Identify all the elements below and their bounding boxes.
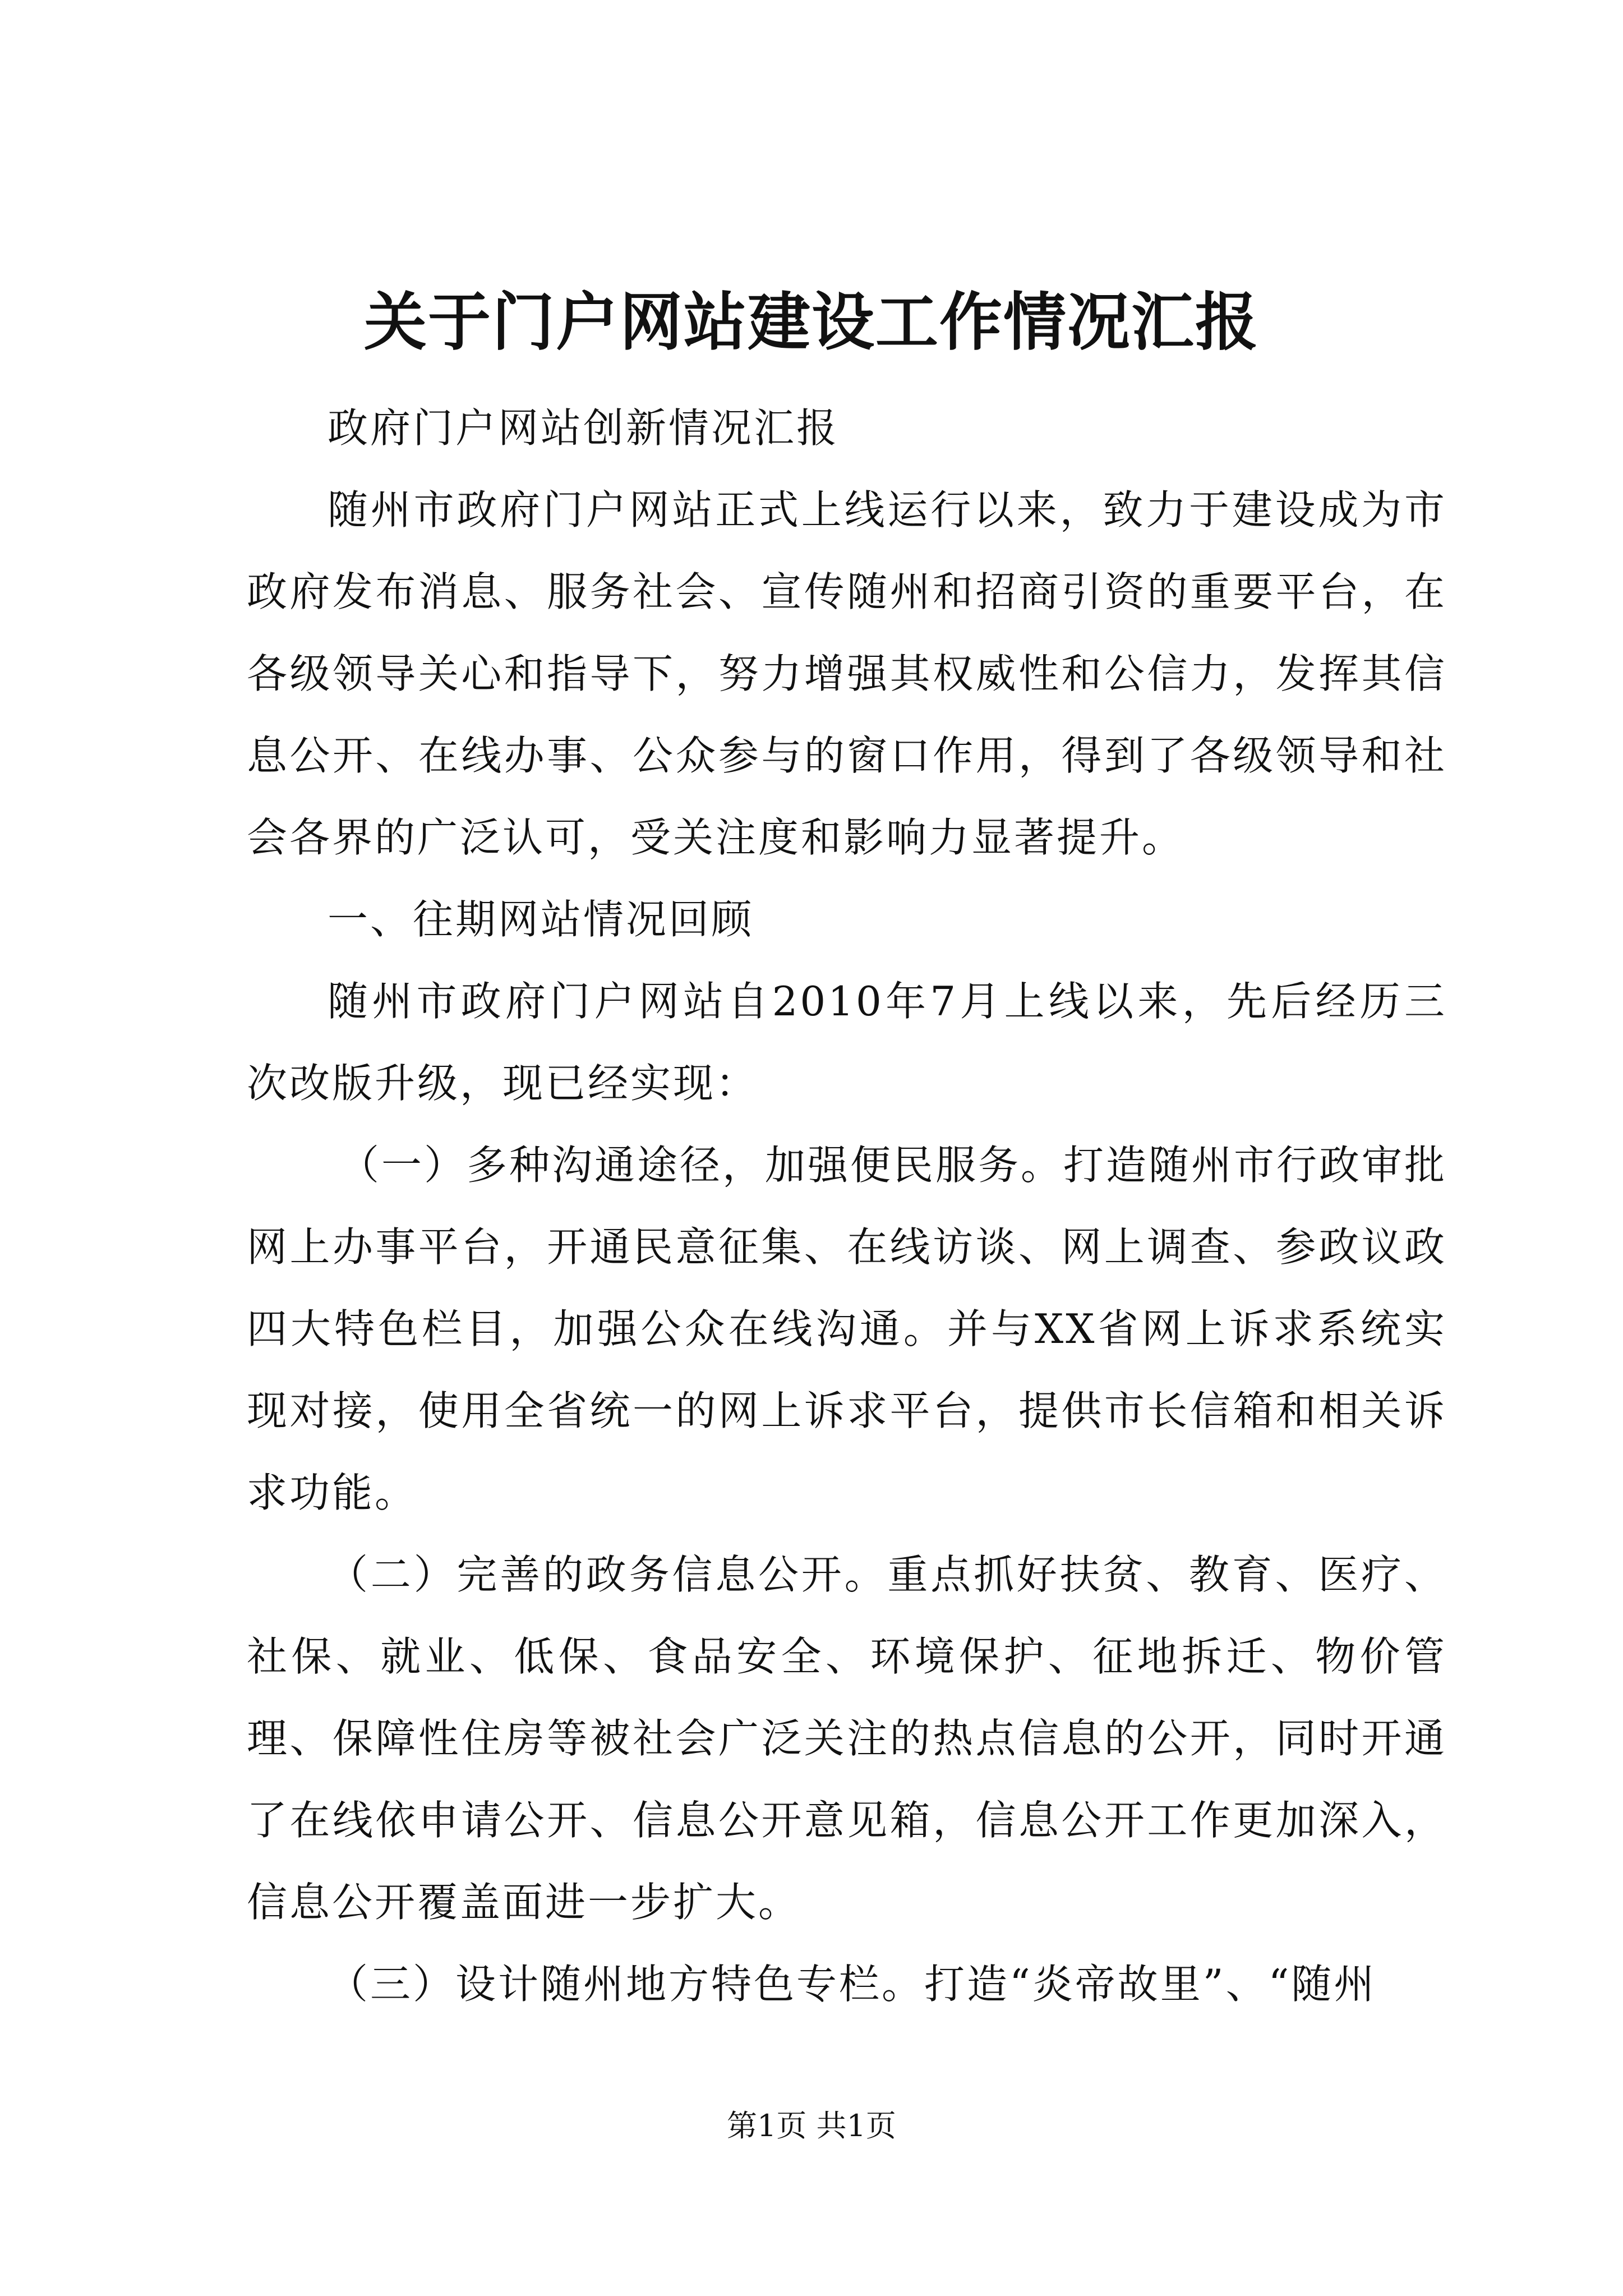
document-body — [247, 387, 1447, 2025]
paragraph-intro: 随州市政府门户网站正式上线运行以来，致力于建设成为市政府发布消息、服务社会、宣传随州和招商引资的重要平台，在各级领导关心和指导下，努力增强其权威性和公信力，发挥其信息公开、在线办事、公众参与的窗口作用，得到了各级领导和社会各界的广泛认可，受关注度和影响力显著提升。 — [247, 486, 1447, 861]
paragraph-item-2: （二）完善的政务信息公开。重点抓好扶贫、教育、医疗、社保、就业、低保、食品安全、环境保护、征地拆迁、物价管理、保障性住房等被社会广泛关注的热点信息的公开，同时开通了在线依申请公开、信息公开意见箱，信息公开工作更加深入，信息公开覆盖面进一步扩大。 — [247, 1551, 1447, 1926]
paragraph-item-1: （一）多种沟通途径，加强便民服务。打造随州市行政审批网上办事平台，开通民意征集、在线访谈、网上调查、参政议政四大特色栏目，加强公众在线沟通。并与XX省网上诉求系统实现对接，使用全省统一的网上诉求平台，提供市长信箱和相关诉求功能。 — [247, 1142, 1447, 1516]
paragraph-section-heading: 一、往期网站情况回顾 — [328, 896, 754, 943]
paragraph-subtitle: 政府门户网站创新情况汇报 — [328, 404, 840, 452]
document-title: 关于门户网站建设工作情况汇报 — [364, 286, 1259, 359]
paragraph-history: 随州市政府门户网站自2010年7月上线以来，先后经历三次改版升级，现已经实现： — [247, 978, 1447, 1107]
page-footer: 第1页 共1页 — [727, 2108, 896, 2143]
paragraph-item-3: （三）设计随州地方特色专栏。打造“炎帝故里”、“随州 — [328, 1961, 1377, 2008]
